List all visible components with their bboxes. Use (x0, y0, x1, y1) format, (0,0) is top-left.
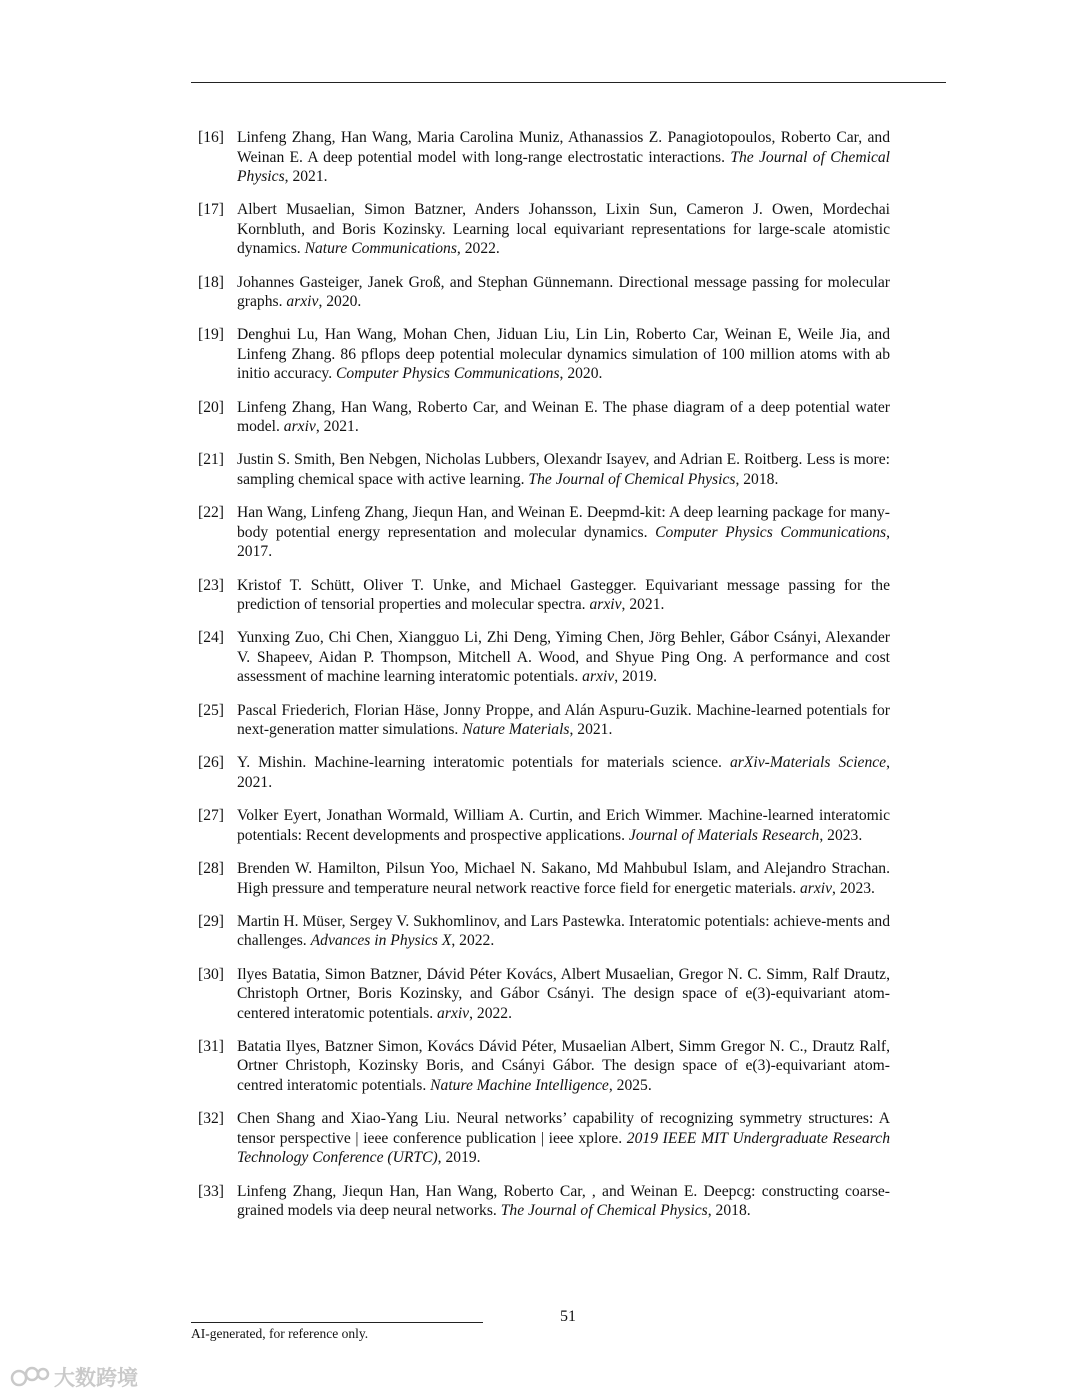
reference-year: , 2017. (237, 523, 890, 561)
reference-text (237, 576, 890, 615)
reference-entry (198, 1109, 890, 1168)
reference-year: , 2023. (832, 879, 875, 897)
reference-entry (198, 806, 890, 845)
reference-entry (198, 325, 890, 384)
reference-text (237, 1109, 890, 1168)
reference-year: , 2021. (315, 418, 359, 436)
reference-year: , 2023. (819, 826, 863, 844)
reference-year: , 2025. (608, 1076, 652, 1094)
reference-number: [21] (198, 451, 224, 469)
reference-authors-title: Linfeng Zhang, Han Wang, Roberto Car, and Weinan E. The phase diagram of a deep potential water model. (237, 398, 890, 436)
reference-number: [19] (198, 326, 224, 344)
reference-authors-title: Volker Eyert, Jonathan Wormald, William A. Curtin, and Erich Wimmer. Machine-learned interatomic potentials: Recent developments and prospective applications. (237, 807, 890, 844)
reference-text (237, 859, 890, 898)
footnote-rule (191, 1322, 483, 1323)
reference-year: , 2019. (614, 668, 658, 686)
reference-text (237, 398, 890, 437)
reference-year: , 2021. (569, 721, 613, 739)
reference-entry (198, 576, 890, 615)
reference-list (198, 128, 890, 1234)
reference-number: [33] (198, 1182, 224, 1200)
reference-text (237, 128, 890, 187)
reference-year: , 2019. (437, 1149, 481, 1167)
reference-year: , 2018. (707, 1202, 751, 1220)
reference-number: [30] (198, 965, 224, 983)
reference-number: [16] (198, 129, 224, 146)
reference-venue: arxiv (437, 1004, 470, 1022)
reference-text (237, 701, 890, 740)
reference-entry (198, 701, 890, 740)
reference-venue: 2019 IEEE MIT Undergraduate Research Technology Conference (URTC) (237, 1129, 890, 1167)
reference-text (237, 912, 890, 951)
reference-year: , 2021. (621, 596, 665, 614)
reference-number: [28] (198, 860, 224, 878)
reference-text (237, 1037, 890, 1096)
reference-year: , 2022. (469, 1004, 512, 1022)
reference-number: [31] (198, 1037, 224, 1055)
reference-number: [23] (198, 576, 224, 594)
footnote: AI-generated, for reference only. (191, 1326, 369, 1341)
reference-authors-title: Batatia Ilyes, Batzner Simon, Kovács Dávid Péter, Musaelian Albert, Simm Gregor N. C., Drautz Ralf, Ortner Christoph, Kozinsky Boris, and Csányi Gábor. The design space of e(3)-equivariant atom-centred interatomic potentials. (237, 1037, 890, 1094)
reference-authors-title: Denghui Lu, Han Wang, Mohan Chen, Jiduan Liu, Lin Lin, Roberto Car, Weinan E, Weile Jia, and Linfeng Zhang. 86 pflops deep potential molecular dynamics simulation of 100 million atoms with ab initio accuracy. (237, 326, 890, 383)
reference-text (237, 200, 890, 259)
reference-text (237, 965, 890, 1024)
reference-authors-title: Chen Shang and Xiao-Yang Liu. Neural networks’ capability of recognizing symmetry structures: A tensor perspective | ieee conference publication | ieee xplore. (237, 1110, 890, 1147)
reference-number: [22] (198, 504, 224, 522)
reference-year: , 2020. (559, 365, 603, 383)
reference-authors-title: Linfeng Zhang, Han Wang, Maria Carolina Muniz, Athanassios Z. Panagiotopoulos, Roberto Car, and Weinan E. A deep potential model with long-range electrostatic interactions. (237, 129, 890, 166)
reference-venue: arxiv (286, 293, 319, 311)
reference-number: [17] (198, 201, 224, 219)
reference-entry (198, 398, 890, 437)
reference-authors-title: Brenden W. Hamilton, Pilsun Yoo, Michael N. Sakano, Md Mahbubul Islam, and Alejandro Strachan. High pressure and temperature neural network reactive force field for energetic materials. (237, 860, 890, 897)
reference-venue: Nature Materials (462, 721, 570, 739)
reference-entry (198, 128, 890, 187)
reference-entry (198, 450, 890, 489)
reference-venue: Computer Physics Communications (336, 365, 560, 383)
reference-year: , 2022. (456, 240, 500, 258)
reference-venue: arxiv (800, 879, 833, 897)
reference-entry (198, 273, 890, 312)
reference-venue: arxiv (582, 668, 615, 686)
reference-venue: arxiv (589, 596, 622, 614)
reference-text (237, 806, 890, 845)
reference-authors-title: Han Wang, Linfeng Zhang, Jiequn Han, and Weinan E. Deepmd-kit: A deep learning package for many-body potential energy representation and molecular dynamics. (237, 504, 890, 541)
reference-venue: arXiv-Materials Science (729, 754, 887, 772)
reference-number: [26] (198, 754, 224, 772)
reference-text (237, 450, 890, 489)
reference-year: , 2018. (735, 470, 779, 488)
reference-authors-title: Pascal Friederich, Florian Häse, Jonny Proppe, and Alán Aspuru-Guzik. Machine-learned potentials for next-generation matter simulations. (237, 701, 890, 739)
reference-year: , 2022. (451, 932, 495, 950)
reference-number: [32] (198, 1110, 224, 1128)
reference-venue: The Journal of Chemical Physics (237, 148, 890, 185)
reference-number: [27] (198, 807, 224, 825)
reference-number: [29] (198, 912, 224, 930)
reference-entry (198, 1037, 890, 1096)
reference-authors-title: Justin S. Smith, Ben Nebgen, Nicholas Lubbers, Olexandr Isayev, and Adrian E. Roitberg. Less is more: sampling chemical space with active learning. (237, 451, 890, 488)
reference-entry (198, 965, 890, 1024)
reference-year: , 2021. (284, 168, 328, 185)
reference-number: [24] (198, 629, 224, 647)
reference-year: , 2020. (318, 293, 362, 311)
reference-text (237, 273, 890, 312)
reference-entry (198, 200, 890, 259)
reference-number: [20] (198, 398, 224, 416)
reference-entry (198, 503, 890, 562)
page-number: 51 (560, 1308, 576, 1325)
reference-authors-title: Yunxing Zuo, Chi Chen, Xiangguo Li, Zhi Deng, Yiming Chen, Jörg Behler, Gábor Csányi, Alexander V. Shapeev, Aidan P. Thompson, Mitchell A. Wood, and Shyue Ping Ong. A performance and cost assessment of machine learning interatomic potentials. (237, 629, 890, 686)
reference-authors-title: Johannes Gasteiger, Janek Groß, and Stephan Günnemann. Directional message passing for molecular graphs. (237, 273, 890, 311)
reference-authors-title: Ilyes Batatia, Simon Batzner, Dávid Péter Kovács, Albert Musaelian, Gregor N. C. Simm, Ralf Drautz, Christoph Ortner, Boris Kozinsky, and Gábor Csányi. The design space of e(3)-equivariant atom-centered interatomic potentials. (237, 965, 890, 1022)
reference-authors-title: Kristof T. Schütt, Oliver T. Unke, and Michael Gastegger. Equivariant message passing for the prediction of tensorial properties and molecular spectra. (237, 576, 890, 614)
reference-text (237, 325, 890, 384)
reference-authors-title: Albert Musaelian, Simon Batzner, Anders Johansson, Lixin Sun, Cameron J. Owen, Mordechai Kornbluth, and Boris Kozinsky. Learning local equivariant representations for large-scale atomistic dynamics. (237, 201, 890, 258)
reference-venue: The Journal of Chemical Physics (528, 470, 736, 488)
header-rule (191, 82, 946, 83)
reference-authors-title: Linfeng Zhang, Jiequn Han, Han Wang, Roberto Car, , and Weinan E. Deepcg: constructing coarse-grained models via deep neural networks. (237, 1182, 890, 1220)
reference-number: [25] (198, 701, 224, 719)
reference-text (237, 753, 890, 792)
watermark-logo-icon (10, 1364, 50, 1390)
reference-text (237, 1182, 890, 1221)
reference-entry (198, 628, 890, 687)
reference-entry (198, 1182, 890, 1221)
reference-venue: Advances in Physics X (310, 932, 452, 950)
reference-venue: Journal of Materials Research (628, 826, 820, 844)
reference-number: [18] (198, 273, 224, 291)
reference-year: , 2021. (237, 754, 890, 791)
watermark-text: 大数跨境 (54, 1366, 138, 1390)
reference-text (237, 503, 890, 562)
reference-venue: arxiv (283, 418, 316, 436)
reference-entry (198, 912, 890, 951)
watermark (10, 1362, 138, 1392)
reference-venue: Nature Machine Intelligence (430, 1076, 609, 1094)
reference-venue: Computer Physics Communications (655, 523, 887, 541)
reference-authors-title: Martin H. Müser, Sergey V. Sukhomlinov, and Lars Pastewka. Interatomic potentials: achieve-ments and challenges. (237, 912, 890, 950)
reference-text (237, 628, 890, 687)
reference-entry (198, 859, 890, 898)
reference-venue: Nature Communications (304, 240, 457, 258)
reference-venue: The Journal of Chemical Physics (500, 1202, 708, 1220)
reference-authors-title: Y. Mishin. Machine-learning interatomic potentials for materials science. (237, 754, 722, 772)
reference-entry (198, 753, 890, 792)
